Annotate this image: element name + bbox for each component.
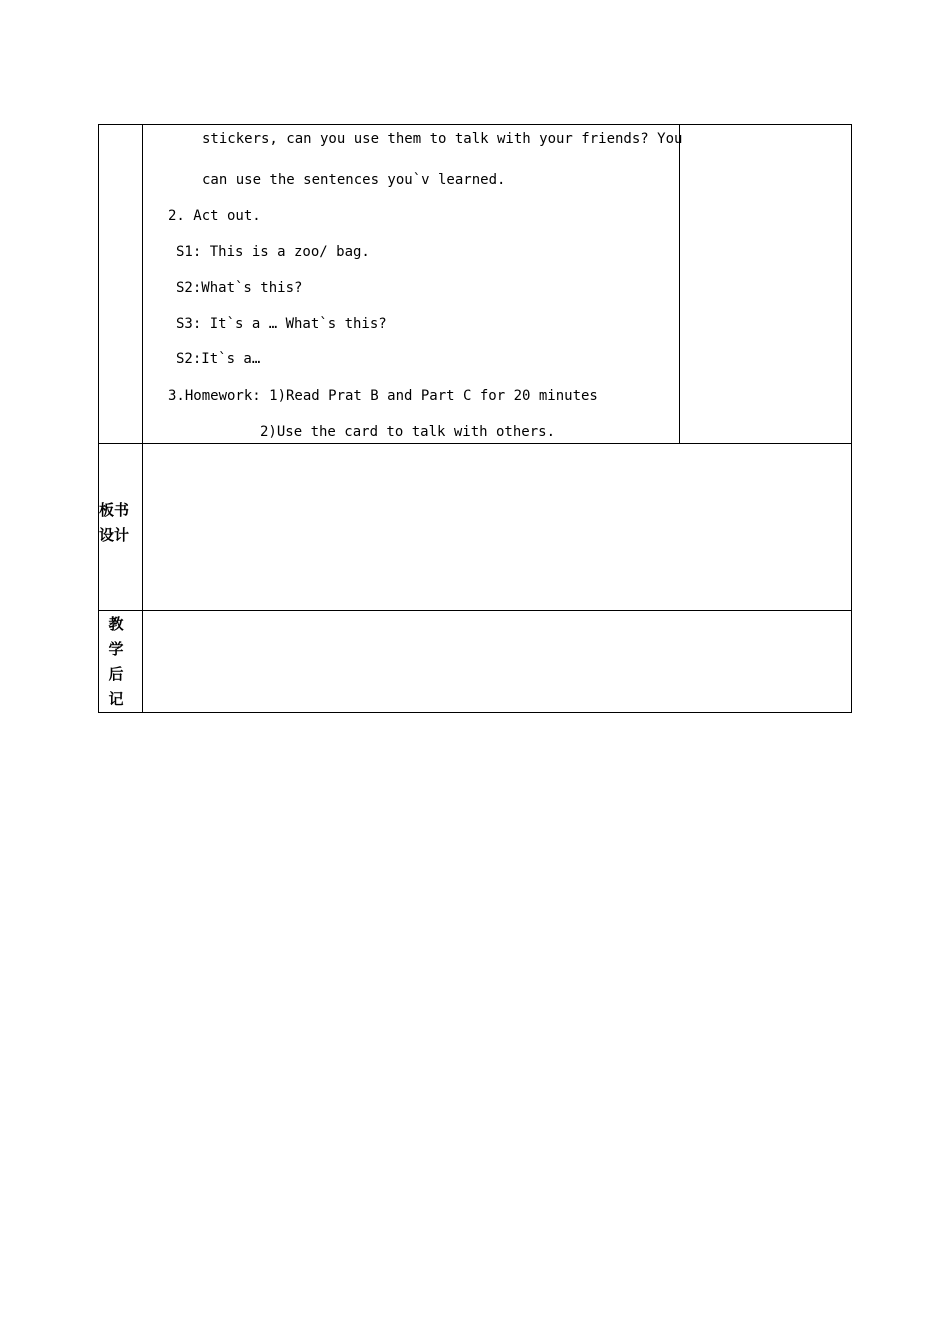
procedure-line-2: can use the sentences you`v learned. [202, 172, 506, 188]
procedure-line-6: S3: It`s a … What`s this? [176, 316, 387, 332]
row-divider-1 [98, 443, 852, 444]
procedure-line-4: S1: This is a zoo/ bag. [176, 244, 370, 260]
notes-column-divider [679, 124, 680, 444]
procedure-line-7: S2:It`s a… [176, 351, 261, 367]
teaching-reflection-label [106, 612, 126, 712]
row-divider-2 [98, 610, 852, 611]
reflection-char-3: 后 [108, 665, 124, 683]
procedure-line-3: 2. Act out. [168, 208, 261, 224]
reflection-char-2: 学 [108, 640, 124, 658]
procedure-line-5: S2:What`s this? [176, 280, 303, 296]
procedure-line-1: stickers, can you use them to talk with your friends? You [202, 131, 683, 147]
board-design-label-line1: 板书 [99, 501, 130, 519]
procedure-line-8: 3.Homework: 1)Read Prat B and Part C for 20 minutes [168, 388, 598, 404]
label-column-divider [142, 124, 143, 713]
reflection-char-1: 教 [108, 615, 124, 633]
board-design-label [99, 498, 139, 548]
board-design-label-line2: 设计 [99, 526, 130, 544]
procedure-line-9: 2)Use the card to talk with others. [260, 424, 556, 440]
reflection-char-4: 记 [108, 690, 124, 708]
